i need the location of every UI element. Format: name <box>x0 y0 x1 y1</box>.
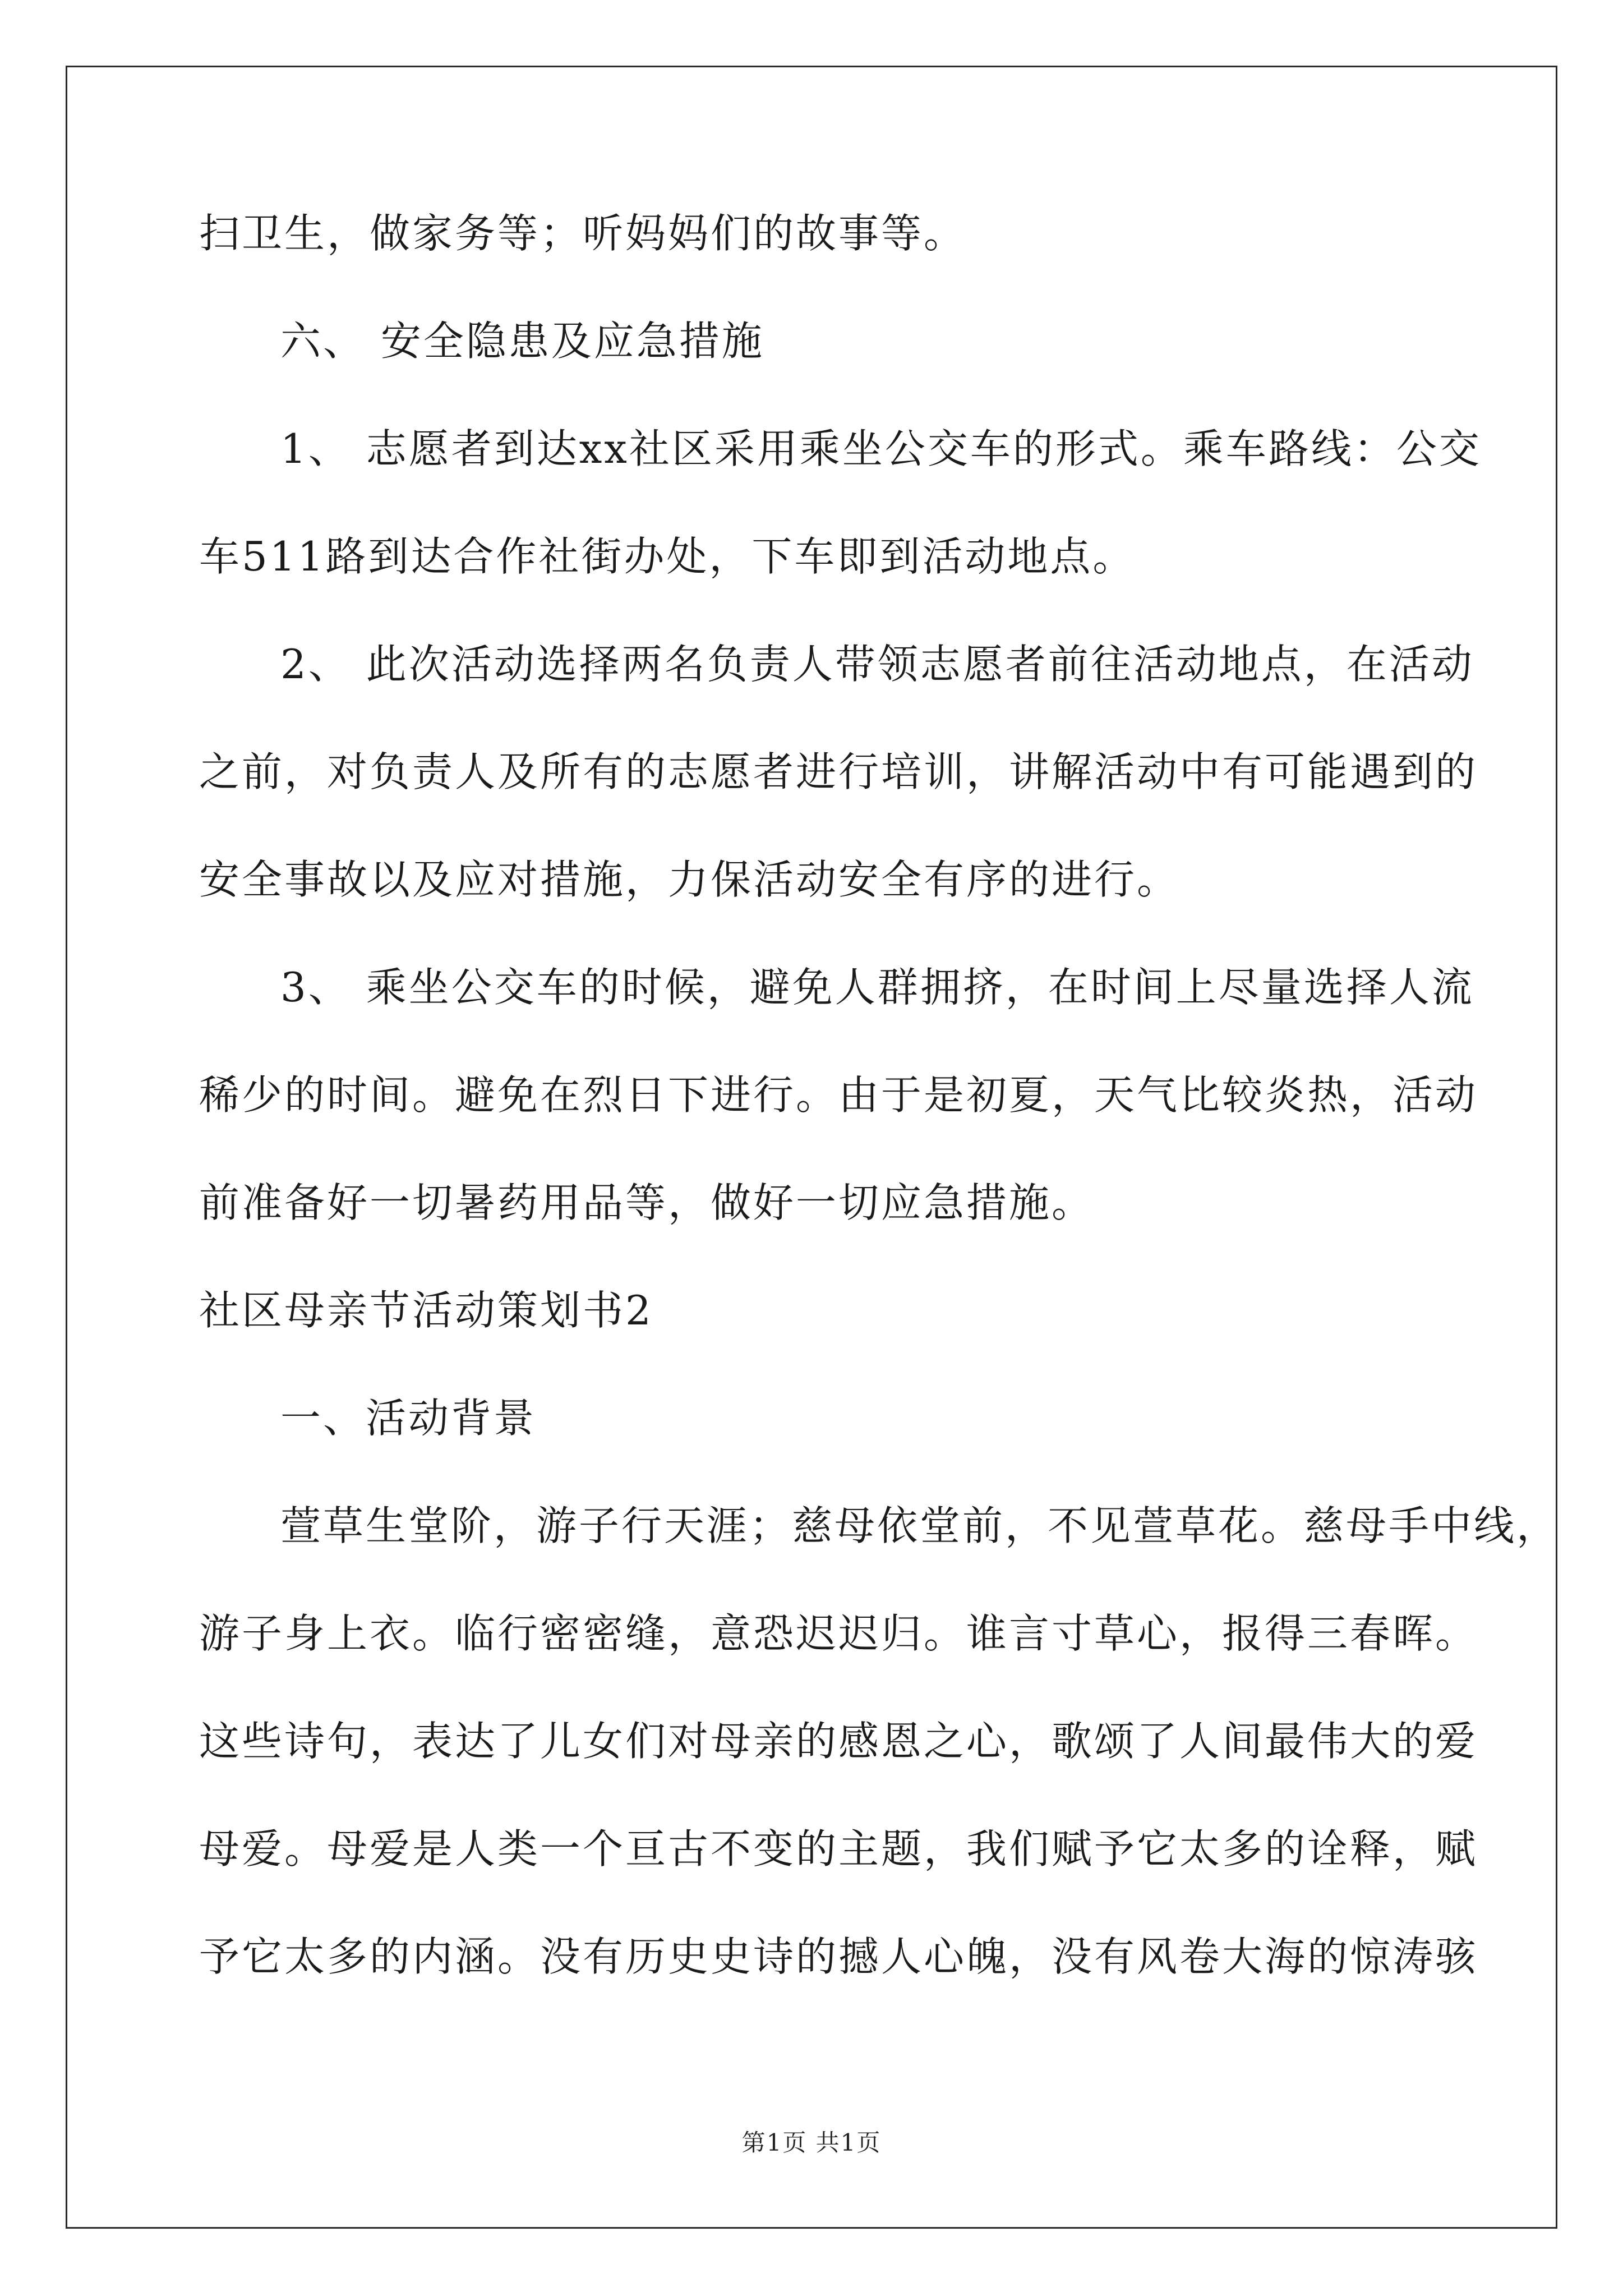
text-line: 车511路到达合作社街办处，下车即到活动地点。 <box>199 533 1136 580</box>
text-line: 予它太多的内涵。没有历史史诗的撼人心魄，没有风卷大海的惊涛骇 <box>199 1933 1478 1980</box>
text-line: 萱草生堂阶，游子行天涯；慈母依堂前，不见萱草花。慈母手中线， <box>280 1502 1560 1549</box>
text-line: 游子身上衣。临行密密缝，意恐迟迟归。谁言寸草心，报得三春晖。 <box>199 1610 1478 1657</box>
section-heading-background: 一、活动背景 <box>280 1395 537 1442</box>
document-body <box>199 208 1560 2039</box>
text-line: 稀少的时间。避免在烈日下进行。由于是初夏，天气比较炎热，活动 <box>199 1071 1478 1119</box>
text-line: 母爱。母爱是人类一个亘古不变的主题，我们赋予它太多的诠释，赋 <box>199 1825 1478 1872</box>
text-line: 之前，对负责人及所有的志愿者进行培训，讲解活动中有可能遇到的 <box>199 748 1478 795</box>
document-title-2: 社区母亲节活动策划书2 <box>199 1287 653 1334</box>
text-line: 扫卫生，做家务等；听妈妈们的故事等。 <box>199 210 967 257</box>
page-number-footer: 第1页 共1页 <box>741 2129 882 2156</box>
text-line: 1、 志愿者到达xx社区采用乘坐公交车的形式。乘车路线：公交 <box>280 425 1482 472</box>
text-line: 3、 乘坐公交车的时候，避免人群拥挤，在时间上尽量选择人流 <box>280 964 1474 1011</box>
section-heading-safety: 六、 安全隐患及应急措施 <box>280 318 764 365</box>
text-line: 2、 此次活动选择两名负责人带领志愿者前往活动地点，在活动 <box>280 641 1474 688</box>
text-line: 前准备好一切暑药用品等，做好一切应急措施。 <box>199 1179 1095 1226</box>
text-line: 安全事故以及应对措施，力保活动安全有序的进行。 <box>199 856 1180 903</box>
text-line: 这些诗句，表达了儿女们对母亲的感恩之心，歌颂了人间最伟大的爱 <box>199 1718 1478 1765</box>
